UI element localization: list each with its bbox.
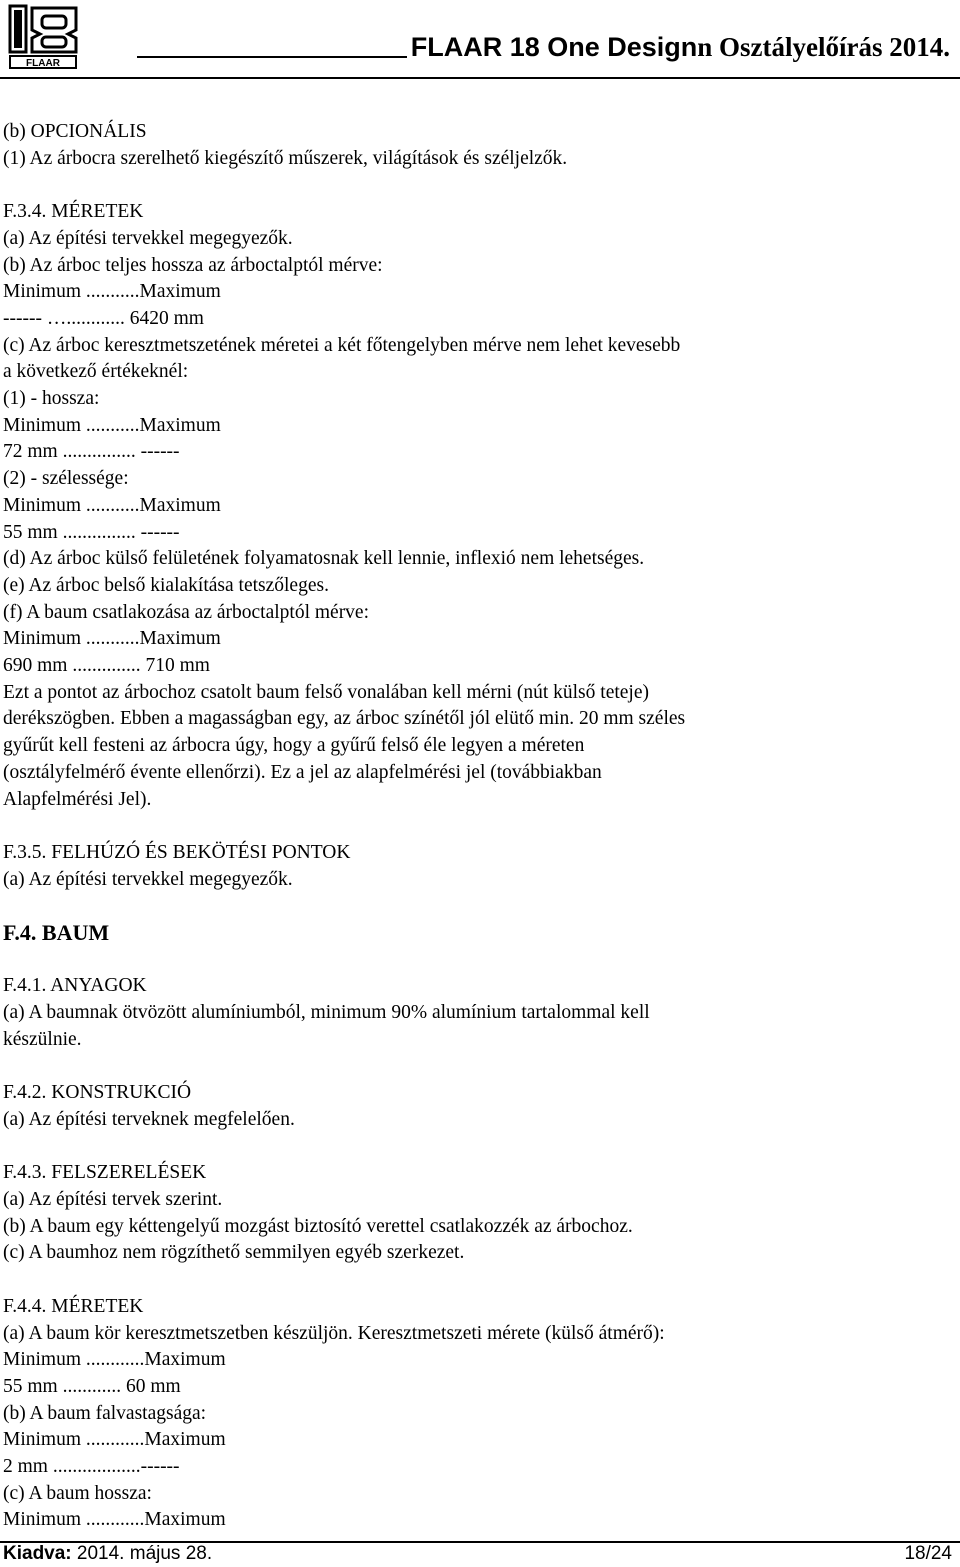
text-line: F.4.2. KONSTRUKCIÓ bbox=[3, 1082, 192, 1104]
paragraph-gap bbox=[3, 1267, 953, 1294]
paragraph-gap bbox=[3, 813, 953, 840]
text-line: F.4.1. ANYAGOK bbox=[3, 975, 147, 997]
paragraph-gap bbox=[3, 1054, 953, 1081]
paragraph-gap bbox=[3, 172, 953, 199]
issue-date bbox=[3, 1543, 212, 1565]
text-line: 2 mm ..................------ bbox=[3, 1456, 180, 1478]
document-title bbox=[137, 30, 950, 64]
text-line: Minimum ............Maximum bbox=[3, 1429, 226, 1451]
text-line: gyűrűt kell festeni az árbocra úgy, hogy a gyűrű felső éle legyen a méreten bbox=[3, 735, 585, 757]
header-underline bbox=[137, 30, 407, 58]
text-line: Minimum ............Maximum bbox=[3, 1509, 226, 1531]
text-line: F.3.5. FELHÚZÓ ÉS BEKÖTÉSI PONTOK bbox=[3, 841, 351, 863]
text-line: (e) Az árboc belső kialakítása tetszőleges. bbox=[3, 574, 329, 596]
text-line: F.3.4. MÉRETEK bbox=[3, 201, 144, 223]
text-line: (f) A baum csatlakozása az árboctalptól mérve: bbox=[3, 601, 370, 623]
text-line: F.4.3. FELSZERELÉSEK bbox=[3, 1162, 207, 1184]
text-line: (a) A baumnak ötvözött alumíniumból, minimum 90% alumínium tartalommal kell bbox=[3, 1002, 650, 1024]
issue-date-value: 2014. május 28. bbox=[71, 1543, 213, 1564]
text-line: (a) Az építési tervekkel megegyezők. bbox=[3, 868, 293, 890]
text-line: készülnie. bbox=[3, 1028, 82, 1050]
issue-date-label: Kiadva: bbox=[3, 1543, 72, 1564]
text-line: 55 mm ............... ------ bbox=[3, 521, 180, 543]
text-line: a következő értékeknél: bbox=[3, 361, 189, 383]
text-line: (c) Az árboc keresztmetszetének méretei a két főtengelyben mérve nem lehet kevesebb bbox=[3, 334, 681, 356]
text-line: (a) Az építési terveknek megfelelően. bbox=[3, 1108, 295, 1130]
text-line: 690 mm .............. 710 mm bbox=[3, 655, 210, 677]
text-line: (b) Az árboc teljes hossza az árboctalptól mérve: bbox=[3, 254, 383, 276]
text-line: (1) Az árbocra szerelhető kiegészítő műszerek, világítások és széljelzők. bbox=[3, 147, 568, 169]
svg-text:FLAAR: FLAAR bbox=[26, 58, 60, 69]
text-line: (a) A baum kör keresztmetszetben készüljön. Keresztmetszeti mérete (külső átmérő): bbox=[3, 1322, 665, 1344]
text-line: (a) Az építési tervek szerint. bbox=[3, 1189, 223, 1211]
text-line: Alapfelmérési Jel). bbox=[3, 788, 152, 810]
text-line: Minimum ...........Maximum bbox=[3, 628, 221, 650]
title-sans: FLAAR 18 One Design bbox=[410, 32, 698, 62]
text-line: (b) OPCIONÁLIS bbox=[3, 121, 147, 142]
text-line: Minimum ...........Maximum bbox=[3, 414, 221, 436]
paragraph-gap bbox=[3, 947, 953, 974]
document-body bbox=[3, 119, 953, 1534]
text-line: (b) A baum egy kéttengelyű mozgást biztosító verettel csatlakozzék az árbochoz. bbox=[3, 1215, 633, 1237]
text-line: (c) A baum hossza: bbox=[3, 1482, 152, 1504]
section-heading: F.4. BAUM bbox=[3, 920, 110, 946]
text-line: 55 mm ............ 60 mm bbox=[3, 1375, 181, 1397]
title-serif: n Osztályelőírás 2014. bbox=[697, 32, 950, 62]
text-line: Minimum ...........Maximum bbox=[3, 281, 221, 303]
text-line: F.4.4. MÉRETEK bbox=[3, 1295, 144, 1317]
text-line: 72 mm ............... ------ bbox=[3, 441, 180, 463]
text-line: (c) A baumhoz nem rögzíthető semmilyen egyéb szerkezet. bbox=[3, 1242, 465, 1264]
text-line: (1) - hossza: bbox=[3, 388, 100, 410]
text-line: ------ …............ 6420 mm bbox=[3, 307, 204, 329]
paragraph-gap bbox=[3, 1134, 953, 1161]
text-line: derékszögben. Ebben a magasságban egy, az árboc színétől jól elütő min. 20 mm széles bbox=[3, 708, 686, 730]
text-line: Minimum ...........Maximum bbox=[3, 494, 221, 516]
flaar-18-logo bbox=[8, 4, 80, 70]
text-line: (b) A baum falvastagsága: bbox=[3, 1402, 207, 1424]
text-line: (d) Az árboc külső felületének folyamatosnak kell lennie, inflexió nem lehetséges. bbox=[3, 548, 645, 570]
text-line: Ezt a pontot az árbochoz csatolt baum felső vonalában kell mérni (nút külső teteje) bbox=[3, 681, 649, 703]
text-line: Minimum ............Maximum bbox=[3, 1349, 226, 1371]
paragraph-gap bbox=[3, 893, 953, 920]
page-number: 18/24 bbox=[904, 1543, 952, 1564]
text-line: (a) Az építési tervekkel megegyezők. bbox=[3, 227, 293, 249]
text-line: (2) - szélessége: bbox=[3, 468, 129, 490]
text-line: (osztályfelmérő évente ellenőrzi). Ez a jel az alapfelmérési jel (továbbiakban bbox=[3, 761, 602, 783]
header-divider bbox=[0, 77, 960, 79]
